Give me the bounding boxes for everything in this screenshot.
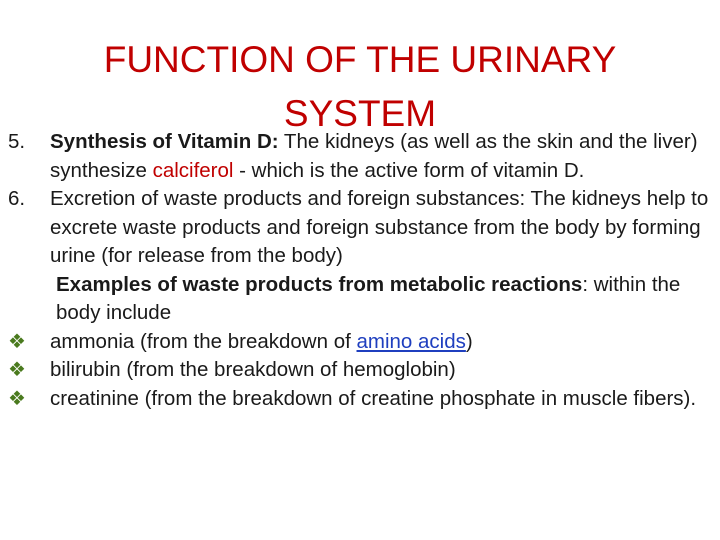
- list-item-bilirubin: [8, 356, 714, 385]
- diamond-bullet-icon: ❖: [8, 387, 26, 410]
- bullet-text-end: ): [465, 329, 473, 353]
- list-item-creatinine: [8, 385, 714, 414]
- list-item-vitamin-d: [8, 128, 714, 185]
- calciferol-highlight: calciferol: [152, 158, 234, 182]
- bullet-text: ammonia (from the breakdown of: [50, 329, 357, 353]
- sub-text: : within the body include: [56, 272, 681, 324]
- item-text-end: - which is the active form of vitamin D.: [233, 158, 585, 182]
- bullet-text: bilirubin (from the breakdown of hemoglobin): [50, 358, 456, 381]
- diamond-bullet-icon: ❖: [8, 330, 26, 353]
- diamond-bullet-icon: ❖: [8, 359, 26, 381]
- list-item-ammonia: [8, 328, 714, 357]
- item-number: 6.: [8, 187, 26, 210]
- sub-heading: Examples of waste products from metabolic reactions: [56, 272, 583, 296]
- item-heading: Synthesis of Vitamin D:: [50, 130, 279, 153]
- item-text: Excretion of waste products and foreign substances: The kidneys help to excrete waste products and foreign substance from the body by forming urine (for release from the body): [50, 187, 709, 267]
- item-text: The kidneys (as well as the skin and the liver) synthesize: [50, 130, 698, 182]
- slide-content: [8, 128, 714, 413]
- slide-title: FUNCTION OF THE URINARY SYSTEM: [103, 38, 617, 134]
- amino-acids-link[interactable]: amino acids: [356, 329, 466, 353]
- bullet-text: creatinine (from the breakdown of creatine phosphate in muscle fibers).: [50, 386, 697, 410]
- list-item-excretion: [8, 185, 714, 328]
- item-number: 5.: [8, 130, 26, 153]
